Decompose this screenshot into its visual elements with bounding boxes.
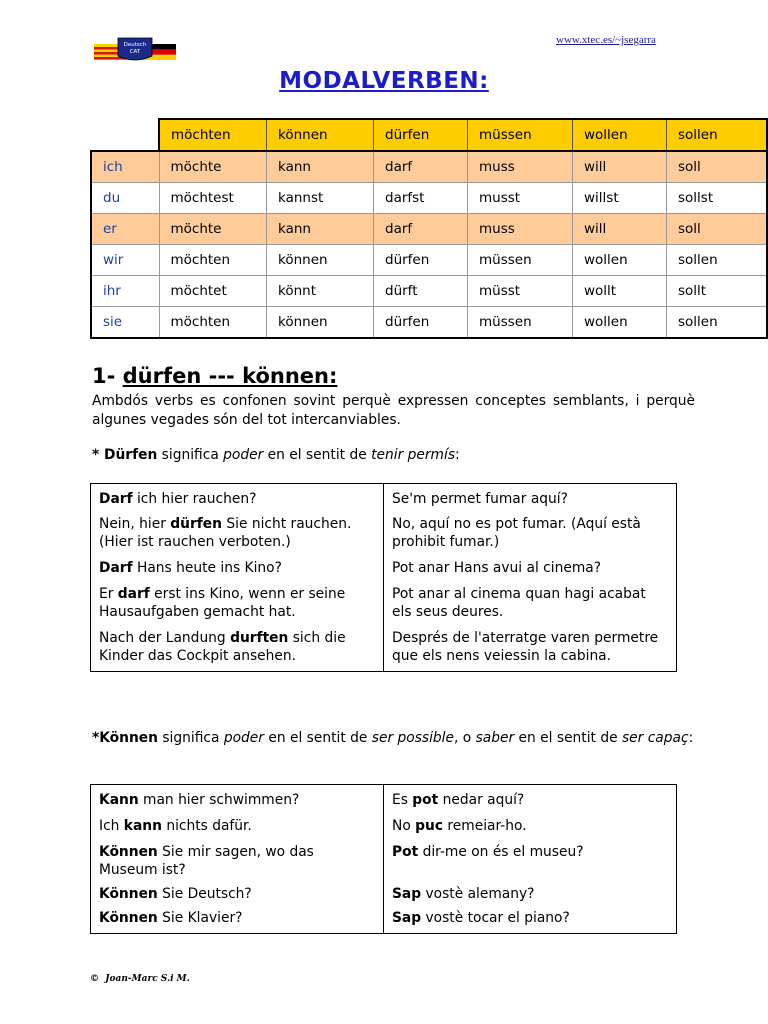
section-number: 1- <box>92 364 123 388</box>
verb-form-cell: möchten <box>159 307 267 339</box>
section-heading <box>92 364 337 388</box>
catalan-translation: No, aquí no es pot fumar. (Aquí està prohibit fumar.) <box>392 516 641 550</box>
verb-form-cell: kann <box>267 214 374 245</box>
verb-form-cell: möchtet <box>159 276 267 307</box>
verb-form-cell: wollen <box>573 245 667 276</box>
verb-form-cell: könnt <box>267 276 374 307</box>
german-example: Ich kann nichts dafür. <box>91 811 384 837</box>
verb-form-cell: muss <box>468 214 573 245</box>
verb-header: sollen <box>667 119 768 151</box>
verb-header: können <box>267 119 374 151</box>
verb-form-cell: kann <box>267 151 374 183</box>
example-row <box>91 553 677 579</box>
example-row <box>91 785 677 812</box>
verb-form-cell: möchte <box>159 214 267 245</box>
verb-form-cell: können <box>267 245 374 276</box>
verb-form-cell: können <box>267 307 374 339</box>
example-row <box>91 881 677 905</box>
example-row <box>91 510 677 553</box>
example-row <box>91 905 677 934</box>
verb-form-cell: sollen <box>667 245 768 276</box>
catalan-translation: Es pot nedar aquí? <box>392 792 525 808</box>
conjugation-row <box>91 245 767 276</box>
verb-form-cell: musst <box>468 183 573 214</box>
verb-form-cell: will <box>573 214 667 245</box>
verb-header: wollen <box>573 119 667 151</box>
catalan-translation: Pot anar Hans avui al cinema? <box>392 560 602 576</box>
catalan-translation: Pot anar al cinema quan hagi acabat els seus deures. <box>392 586 646 620</box>
deutsch-cat-logo <box>92 34 178 64</box>
german-example: Können Sie Klavier? <box>91 905 384 934</box>
verb-form-cell: darfst <box>374 183 468 214</box>
logo-text-top: Deutsch <box>123 42 147 48</box>
verb-form-cell: willst <box>573 183 667 214</box>
verb-header: dürfen <box>374 119 468 151</box>
pronoun-cell: ihr <box>91 276 159 307</box>
conjugation-row <box>91 151 767 183</box>
verb-form-cell: müssen <box>468 245 573 276</box>
catalan-translation: Pot dir-me on és el museu? <box>392 844 584 860</box>
pronoun-cell: ich <box>91 151 159 183</box>
author-name: Joan-Marc S.i M. <box>105 974 190 984</box>
verb-form-cell: dürft <box>374 276 468 307</box>
verb-form-cell: müssen <box>468 307 573 339</box>
german-example: Darf ich hier rauchen? <box>91 484 384 511</box>
example-row <box>91 811 677 837</box>
conjugation-row <box>91 276 767 307</box>
verb-form-cell: möchten <box>159 245 267 276</box>
catalan-translation: Se'm permet fumar aquí? <box>392 491 568 507</box>
catalan-translation: Sap vostè alemany? <box>392 886 535 902</box>
durfen-definition: * Dürfen significa poder en el sentit de tenir permís: <box>92 447 460 463</box>
verb-form-cell: sollen <box>667 307 768 339</box>
verb-form-cell: dürfen <box>374 307 468 339</box>
verb-form-cell: sollst <box>667 183 768 214</box>
page-title: MODALVERBEN: <box>279 68 489 94</box>
german-example: Er darf erst ins Kino, wenn er seine Hausaufgaben gemacht hat. <box>91 579 384 623</box>
german-example: Darf Hans heute ins Kino? <box>91 553 384 579</box>
conjugation-row <box>91 307 767 339</box>
intro-paragraph: Ambdós verbs es confonen sovint perquè expressen conceptes semblants, i perquè algunes vegades són del tot intercanviables. <box>92 393 695 428</box>
german-example: Nach der Landung durften sich die Kinder das Cockpit ansehen. <box>91 623 384 672</box>
example-row <box>91 837 677 881</box>
verb-form-cell: soll <box>667 151 768 183</box>
verb-form-cell: wollen <box>573 307 667 339</box>
pronoun-cell: sie <box>91 307 159 339</box>
konnen-definition: *Können significa poder en el sentit de ser possible, o saber en el sentit de ser capaç: <box>92 730 694 746</box>
german-example: Kann man hier schwimmen? <box>91 785 384 812</box>
example-row <box>91 579 677 623</box>
catalan-translation: No puc remeiar-ho. <box>392 818 527 834</box>
verb-form-cell: sollt <box>667 276 768 307</box>
pronoun-cell: er <box>91 214 159 245</box>
verb-form-cell: darf <box>374 151 468 183</box>
german-example: Nein, hier dürfen Sie nicht rauchen. (Hier ist rauchen verboten.) <box>91 510 384 553</box>
verb-form-cell: möchtest <box>159 183 267 214</box>
german-example: Können Sie mir sagen, wo das Museum ist? <box>91 837 384 881</box>
website-link[interactable]: www.xtec.es/~jsegarra <box>556 34 656 46</box>
copyright-icon: © <box>90 974 99 984</box>
catalan-translation: Després de l'aterratge varen permetre que els nens veiessin la cabina. <box>392 630 659 664</box>
verb-form-cell: möchte <box>159 151 267 183</box>
logo-text-bottom: CAT <box>129 49 141 55</box>
example-row <box>91 484 677 511</box>
catalan-translation: Sap vostè tocar el piano? <box>392 910 570 926</box>
konnen-examples-table <box>90 784 677 934</box>
section-title: dürfen --- können: <box>122 364 338 388</box>
conjugation-header-row <box>91 119 767 151</box>
german-example: Können Sie Deutsch? <box>91 881 384 905</box>
verb-form-cell: kannst <box>267 183 374 214</box>
verb-form-cell: soll <box>667 214 768 245</box>
pronoun-cell: wir <box>91 245 159 276</box>
conjugation-row <box>91 214 767 245</box>
verb-form-cell: dürfen <box>374 245 468 276</box>
conjugation-row <box>91 183 767 214</box>
verb-form-cell: muss <box>468 151 573 183</box>
verb-form-cell: darf <box>374 214 468 245</box>
example-row <box>91 623 677 672</box>
verb-header: müssen <box>468 119 573 151</box>
verb-form-cell: müsst <box>468 276 573 307</box>
verb-form-cell: wollt <box>573 276 667 307</box>
verb-form-cell: will <box>573 151 667 183</box>
modal-verbs-conjugation-table <box>90 118 768 339</box>
durfen-examples-table <box>90 483 677 672</box>
verb-header: möchten <box>159 119 267 151</box>
footer-credit <box>90 974 190 984</box>
pronoun-cell: du <box>91 183 159 214</box>
